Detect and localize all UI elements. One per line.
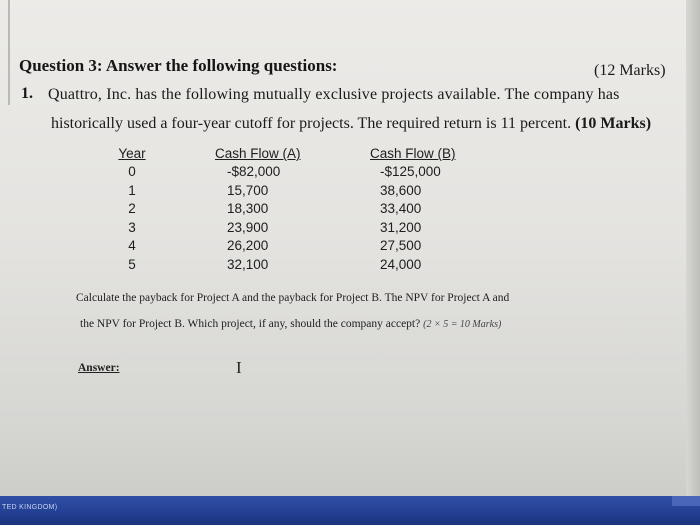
margin-line	[8, 0, 10, 105]
year-header: Year	[118, 146, 146, 161]
cash-flow-a-column	[215, 145, 335, 274]
cash-flow-a-header: Cash Flow (A)	[215, 146, 301, 161]
cash-flow-b-cell: 38,600	[380, 182, 422, 198]
item-number: 1.	[21, 85, 33, 102]
year-cell: 4	[128, 238, 136, 253]
instructions-line-2-text: the NPV for Project B. Which project, if any, should the company accept?	[80, 318, 421, 330]
instructions-marks: (2 × 5 = 10 Marks)	[423, 319, 502, 330]
question-title: Question 3: Answer the following questions:	[19, 56, 338, 75]
screen-edge	[686, 0, 700, 525]
cash-flow-b-cell: 33,400	[380, 201, 422, 216]
cash-flow-a-cell: 15,700	[227, 182, 269, 198]
instructions-line-1: Calculate the payback for Project A and the payback for Project B. The NPV for Project A and	[76, 292, 510, 304]
cash-flow-b-header: Cash Flow (B)	[370, 146, 456, 161]
year-cell: 2	[128, 201, 136, 216]
year-cell: 5	[128, 256, 136, 272]
taskbar-corner	[672, 496, 700, 506]
question-line-1: Quattro, Inc. has the following mutually exclusive projects available. The company has	[48, 86, 620, 103]
cash-flow-a-cell: -$82,000	[227, 164, 281, 179]
cash-flow-a-cell: 26,200	[227, 238, 269, 253]
instructions-line-2	[80, 318, 501, 330]
cash-flow-b-cell: -$125,000	[380, 164, 441, 179]
question-line-2-marks: (10 Marks)	[575, 115, 652, 132]
cash-flow-b-cell: 27,500	[380, 238, 422, 253]
cash-flow-b-cell: 24,000	[380, 256, 422, 272]
taskbar	[0, 496, 700, 525]
cash-flow-a-cell: 23,900	[227, 219, 269, 235]
question-line-2-text: historically used a four-year cutoff for projects. The required return is 11 percent.	[51, 115, 572, 132]
cash-flow-b-cell: 31,200	[380, 219, 422, 235]
year-column	[112, 145, 152, 274]
cash-flow-a-cell: 32,100	[227, 256, 269, 272]
year-cell: 0	[128, 164, 136, 179]
answer-label: Answer:	[78, 362, 120, 374]
question-line-2	[51, 115, 651, 133]
taskbar-status-text: TED KINGDOM)	[2, 504, 58, 511]
text-cursor-icon: I	[236, 358, 242, 377]
cash-flow-a-cell: 18,300	[227, 201, 269, 216]
question-marks: (12 Marks)	[594, 62, 666, 79]
year-cell: 3	[128, 219, 136, 235]
cash-flow-b-column	[370, 145, 490, 274]
year-cell: 1	[128, 182, 136, 198]
